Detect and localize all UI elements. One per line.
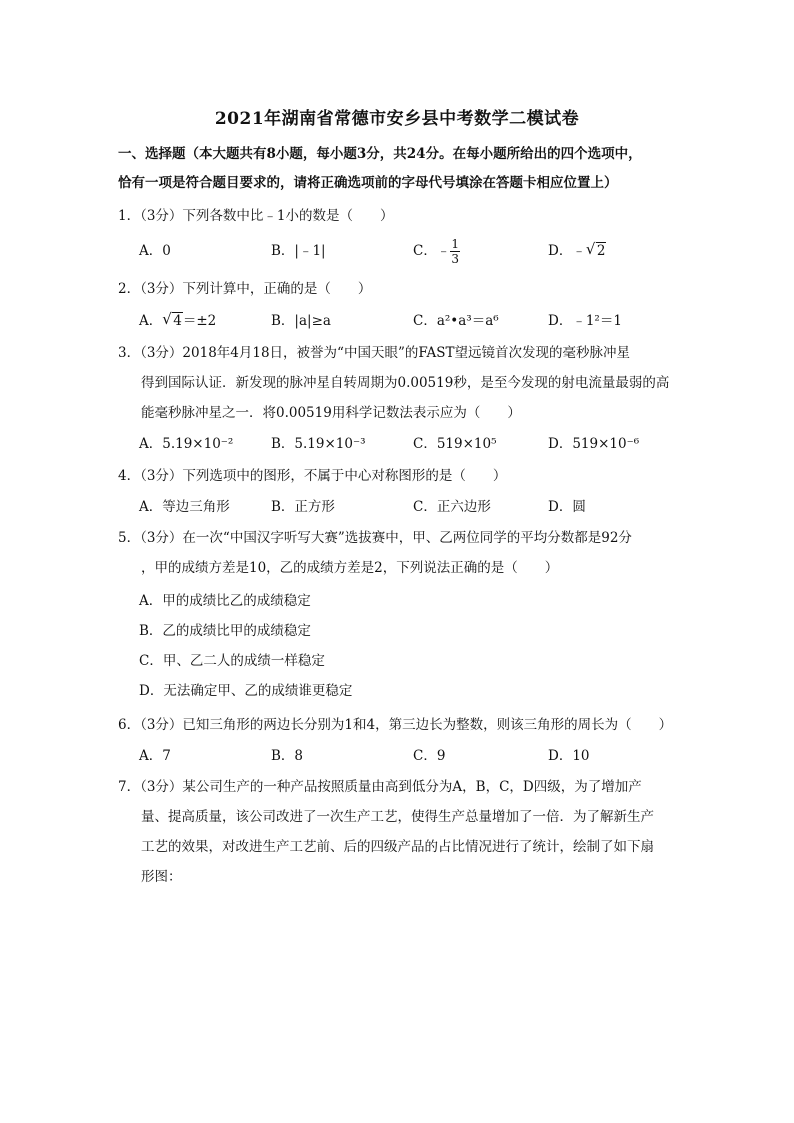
question-6-stem: 6．（3分）已知三角形的两边长分别为1和4，第三边长为整数，则该三角形的周长为（ ） [118,717,673,733]
question-1-options [139,236,679,266]
fraction-denominator: 3 [451,252,459,266]
question-7 [118,772,680,892]
option-a: A．0 [139,243,171,259]
option-a: A．7 [139,748,171,764]
section-line-2: 恰有一项是符合题目要求的，请将正确选项前的字母代号填涂在答题卡相应位置上） [118,175,618,191]
radical-icon: √ [585,240,596,258]
option-c [413,236,460,266]
question-3-options [139,429,679,459]
sqrt-expression [162,306,183,336]
section-line-1: 一、选择题（本大题共有8小题，每小题3分，共24分。在每小题所给出的四个选项中， [118,146,642,162]
question-1 [118,201,680,231]
option-d: D．519×10⁻⁶ [548,436,640,452]
option-c: C．519×10⁵ [413,436,497,452]
option-b: B．8 [271,748,304,764]
question-3-line-1: 3．（3分）2018年4月18日，被誉为“中国天眼”的FAST望远镜首次发现的毫秒脉冲星 [118,345,631,361]
option-d: D．圆 [548,499,586,515]
option-c: C．9 [413,748,446,764]
option-d: D．10 [548,748,590,764]
option-c: C．正六边形 [413,499,491,515]
question-2-options [139,306,679,336]
option-b: B．|a|≥a [271,313,331,329]
sqrt-expression [586,236,607,266]
radicand: 4 [173,313,182,329]
question-5-line-2: ，甲的成绩方差是10，乙的成绩方差是2，下列说法正确的是（ ） [141,560,559,576]
radicand: 2 [596,243,606,259]
option-a: A．等边三角形 [139,499,230,515]
question-1-stem: 1．（3分）下列各数中比﹣1小的数是（ ） [118,208,394,224]
question-6 [118,710,680,740]
fraction [450,237,460,266]
option-a: A．5.19×10⁻² [139,436,234,452]
option-a: A．甲的成绩比乙的成绩稳定 [139,593,311,609]
option-c: C．甲、乙二人的成绩一样稳定 [139,653,325,669]
option-b: B．5.19×10⁻³ [271,436,366,452]
option-d-prefix: D．﹣ [548,243,586,259]
question-4 [118,461,680,491]
question-6-options [139,741,679,771]
section-heading [118,140,678,198]
option-b: B．乙的成绩比甲的成绩稳定 [139,623,311,639]
question-7-line-4: 形图： [141,869,182,885]
question-7-line-3: 工艺的效果，对改进生产工艺前、后的四级产品的占比情况进行了统计，绘制了如下扇 [141,839,654,855]
option-d: D．﹣1²＝1 [548,313,622,329]
radical-icon: √ [162,310,172,328]
question-7-line-1: 7．（3分）某公司生产的一种产品按照质量由高到低分为A，B，C，D四级，为了增加产 [118,779,642,795]
option-d [548,236,606,266]
option-d: D．无法确定甲、乙的成绩谁更稳定 [139,683,353,699]
option-c-prefix: C．﹣ [413,243,451,259]
option-a [139,306,216,336]
question-3-line-2: 得到国际认证．新发现的脉冲星自转周期为0.00519秒，是至今发现的射电流量最弱的高 [141,375,670,391]
question-3 [118,338,680,428]
question-3-line-3: 能毫秒脉冲星之一．将0.00519用科学记数法表示应为（ ） [141,405,521,421]
fraction-numerator: 1 [451,237,459,251]
question-2 [118,274,680,304]
option-a-prefix: A． [139,313,163,329]
option-b: B．正方形 [271,499,335,515]
question-4-options [139,492,679,522]
question-2-stem: 2．（3分）下列计算中，正确的是（ ） [118,281,372,297]
question-7-line-2: 量、提高质量，该公司改进了一次生产工艺，使得生产总量增加了一倍．为了解新生产 [141,809,654,825]
option-a-suffix: ＝±2 [182,313,217,329]
question-5-line-1: 5．（3分）在一次“中国汉字听写大赛”选拔赛中，甲、乙两位同学的平均分数都是92分 [118,530,632,546]
option-c: C．a²•a³＝a⁶ [413,313,499,329]
option-b: B．|﹣1| [271,243,326,259]
question-5-options [139,586,679,706]
page-title: 2021年湖南省常德市安乡县中考数学二模试卷 [214,109,580,129]
question-4-stem: 4．（3分）下列选项中的图形，不属于中心对称图形的是（ ） [118,468,507,484]
question-5 [118,523,680,583]
